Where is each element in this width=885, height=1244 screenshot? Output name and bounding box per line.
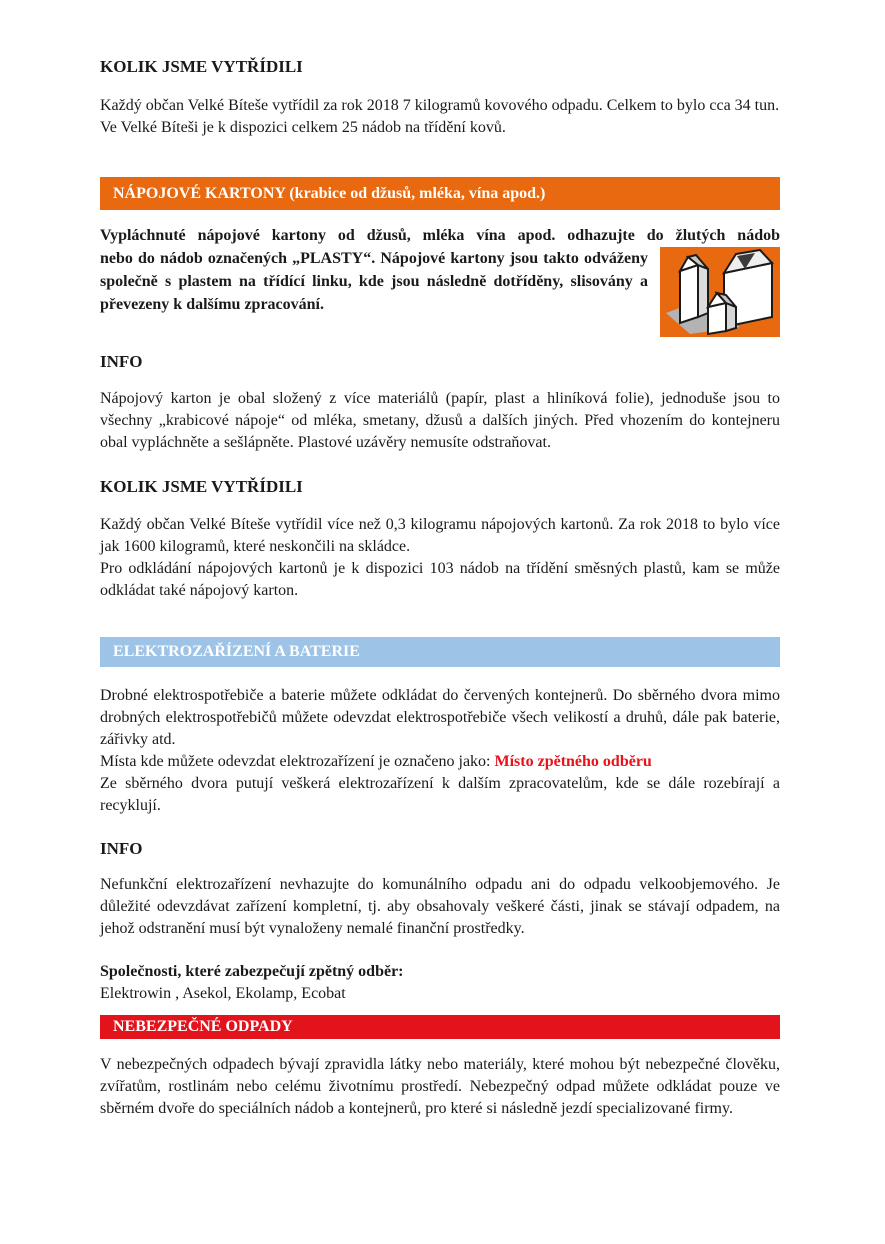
electro-place-value: Místo zpětného odběru (494, 753, 652, 770)
companies-list: Elektrowin , Asekol, Ekolamp, Ecobat (100, 985, 346, 1002)
cartons-banner-label: NÁPOJOVÉ KARTONY (krabice od džusů, mléka, vína apod.) (113, 184, 546, 202)
electro-info-heading: INFO (100, 839, 143, 858)
cartons-stats-paragraph-1: Každý občan Velké Bíteše vytřídil více než 0,3 kilogramu nápojových kartonů. Za rok 2018 to bylo více jak 1600 kilogramů, které neskončili na skládce. (100, 516, 780, 555)
metals-heading: KOLIK JSME VYTŘÍDILI (100, 57, 303, 76)
metals-paragraph-1: Každý občan Velké Bíteše vytřídil za rok 2018 7 kilogramů kovového odpadu. Celkem to bylo cca 34 tun. (100, 97, 780, 114)
electro-paragraph-1: Drobné elektrospotřebiče a baterie můžete odkládat do červených kontejnerů. Do sběrného dvora mimo drobných elektrospotřebičů můžete odevzdat elektrospotřebiče všech velikostí a druhů, dále pak baterie, zářivky atd. (100, 687, 780, 748)
cartons-lead-paragraph (100, 224, 780, 339)
cartons-lead-line1: Vypláchnuté nápojové kartony od džusů, mléka vína apod. odhazujte do žlutých nádob (100, 227, 780, 244)
electro-section-banner (100, 637, 780, 667)
hazard-paragraph: V nebezpečných odpadech bývají zpravidla látky nebo materiály, které mohou být nebezpečné člověku, zvířatům, rostlinám nebo celému životnímu prostředí. Nebezpečný odpad můžete odkládat pouze ve sběrném dvoře do speciálních nádob a kontejnerů, pro které si následně jezdí specializované firmy. (100, 1056, 780, 1117)
companies-heading: Společnosti, které zabezpečují zpětný odběr: (100, 963, 404, 980)
cartons-stats-paragraph-2: Pro odkládání nápojových kartonů je k dispozici 103 nádob na třídění směsných plastů, kam se může odkládat také nápojový karton. (100, 560, 780, 599)
hazard-banner-label: NEBEZPEČNÉ ODPADY (113, 1018, 293, 1035)
electro-collection-line (100, 751, 780, 773)
cartons-lead-rest (100, 247, 780, 339)
document-content (100, 0, 780, 1120)
metals-paragraph-2: Ve Velké Bíteši je k dispozici celkem 25 nádob na třídění kovů. (100, 119, 506, 136)
hazard-section-banner (100, 1015, 780, 1039)
cartons-stats-heading: KOLIK JSME VYTŘÍDILI (100, 477, 303, 496)
electro-place-label: Místa kde můžete odevzdat elektrozařízení je označeno jako: (100, 753, 491, 770)
electro-paragraph-2: Ze sběrného dvora putují veškerá elektrozařízení k dalším zpracovatelům, kde se dále rozebírají a recyklují. (100, 775, 780, 814)
cartons-info-heading: INFO (100, 352, 143, 371)
electro-info-paragraph: Nefunkční elektrozařízení nevhazujte do komunálního odpadu ani do odpadu velkoobjemového. Je důležité odevzdávat zařízení kompletní, tj. aby obsahovaly veškeré části, jinak se stávají odpadem, na jehož odstranění musí být vynaloženy nemalé finanční prostředky. (100, 876, 780, 937)
electro-banner-label: ELEKTROZAŘÍZENÍ A BATERIE (113, 643, 360, 660)
drink-cartons-image (660, 247, 780, 337)
cartons-section-banner (100, 177, 780, 210)
cartons-info-paragraph: Nápojový karton je obal složený z více materiálů (papír, plast a hliníková folie), jednoduše jsou to všechny „krabicové nápoje“ od mléka, smetany, džusů a dalších jiných. Před vhozením do kontejneru obal vypláchněte a sešlápněte. Plastové uzávěry nemusíte odstraňovat. (100, 390, 780, 451)
cartons-lead-text: nebo do nádob označených „PLASTY“. Nápojové kartony jsou takto odváženy společně s plastem na třídící linku, kde jsou následně dotříděny, slisovány a převezeny k dalšímu zpracování. (100, 250, 648, 313)
